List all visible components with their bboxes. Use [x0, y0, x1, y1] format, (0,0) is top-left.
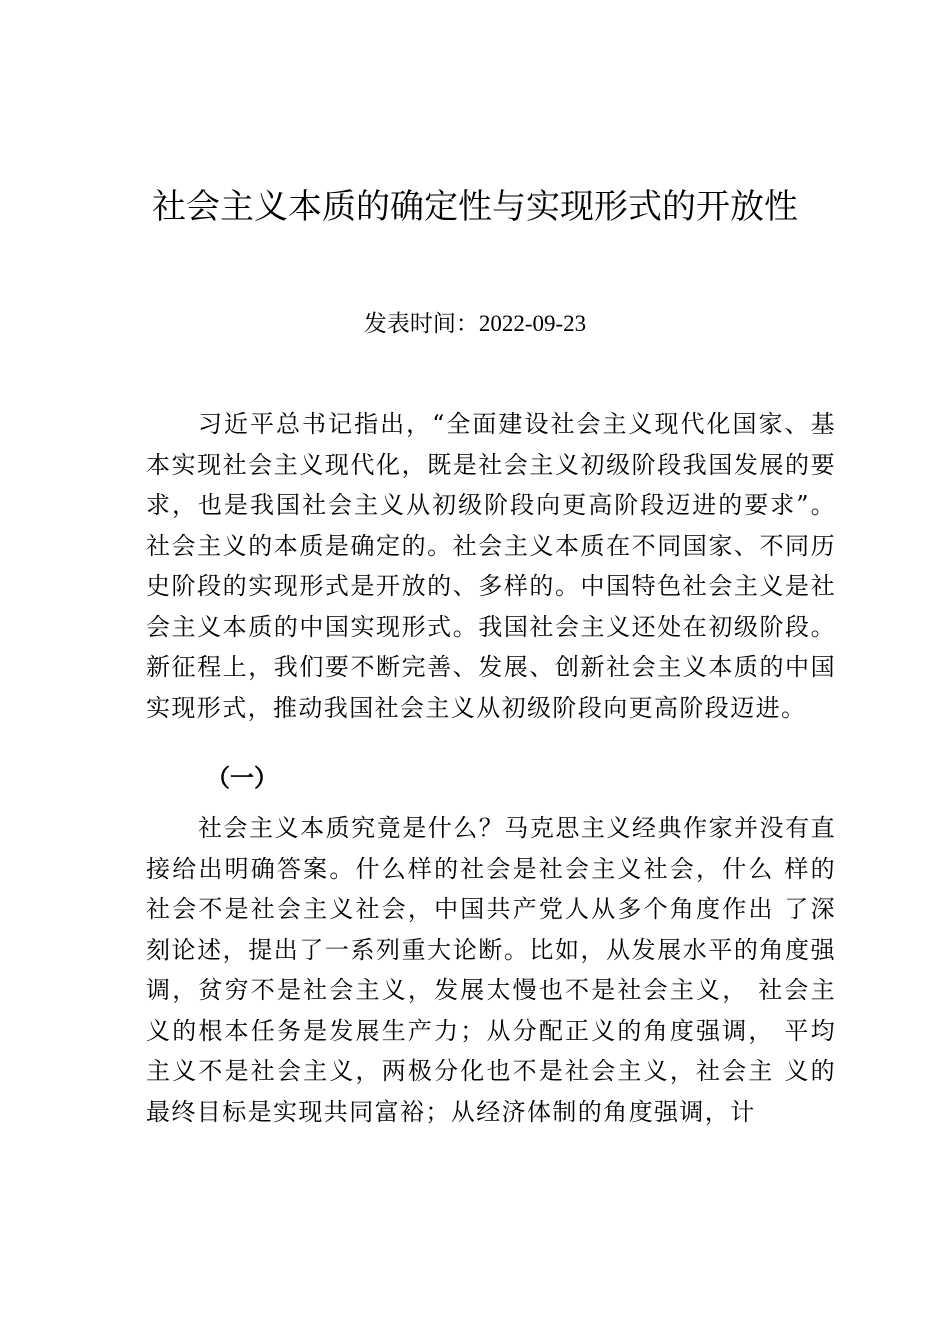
body-paragraph-2: 社会主义本质究竟是什么？马克思主义经典作家并没有直接给出明确答案。什么样的社会是社会主义社会，什么 样的社会不是社会主义社会，中国共产党人从多个角度作出 了深刻论述，提出了一系列重大论断。比如，从发展水平的角度强调，贫穷不是社会主义，发展太慢也不是社会主义， 社会主义的根本任务是发展生产力；从分配正义的角度强调， 平均主义不是社会主义，两极分化也不是社会主义，社会主 义的最终目标是实现共同富裕；从经济体制的角度强调，计 [146, 814, 836, 1126]
publish-date-label: 发表时间： [363, 311, 479, 337]
publish-date [100, 306, 850, 342]
section-heading: （一） [206, 764, 278, 792]
publish-date-value: 2022-09-23 [478, 311, 587, 336]
body-paragraph-1: 习近平总书记指出，“全面建设社会主义现代化国家、基本实现社会主义现代化，既是社会主义初级阶段我国发展的要求，也是我国社会主义从初级阶段向更高阶段迈进的要求”。社会主义的本质是确定的。社会主义本质在不同国家、不同历史阶段的实现形式是开放的、多样的。中国特色社会主义是社会主义本质的中国实现形式。我国社会主义还处在初级阶段。新征程上，我们要不断完善、发展、创新社会主义本质的中国实现形式，推动我国社会主义从初级阶段向更高阶段迈进。 [146, 410, 836, 722]
article-title: 社会主义本质的确定性与实现形式的开放性 [152, 187, 798, 227]
